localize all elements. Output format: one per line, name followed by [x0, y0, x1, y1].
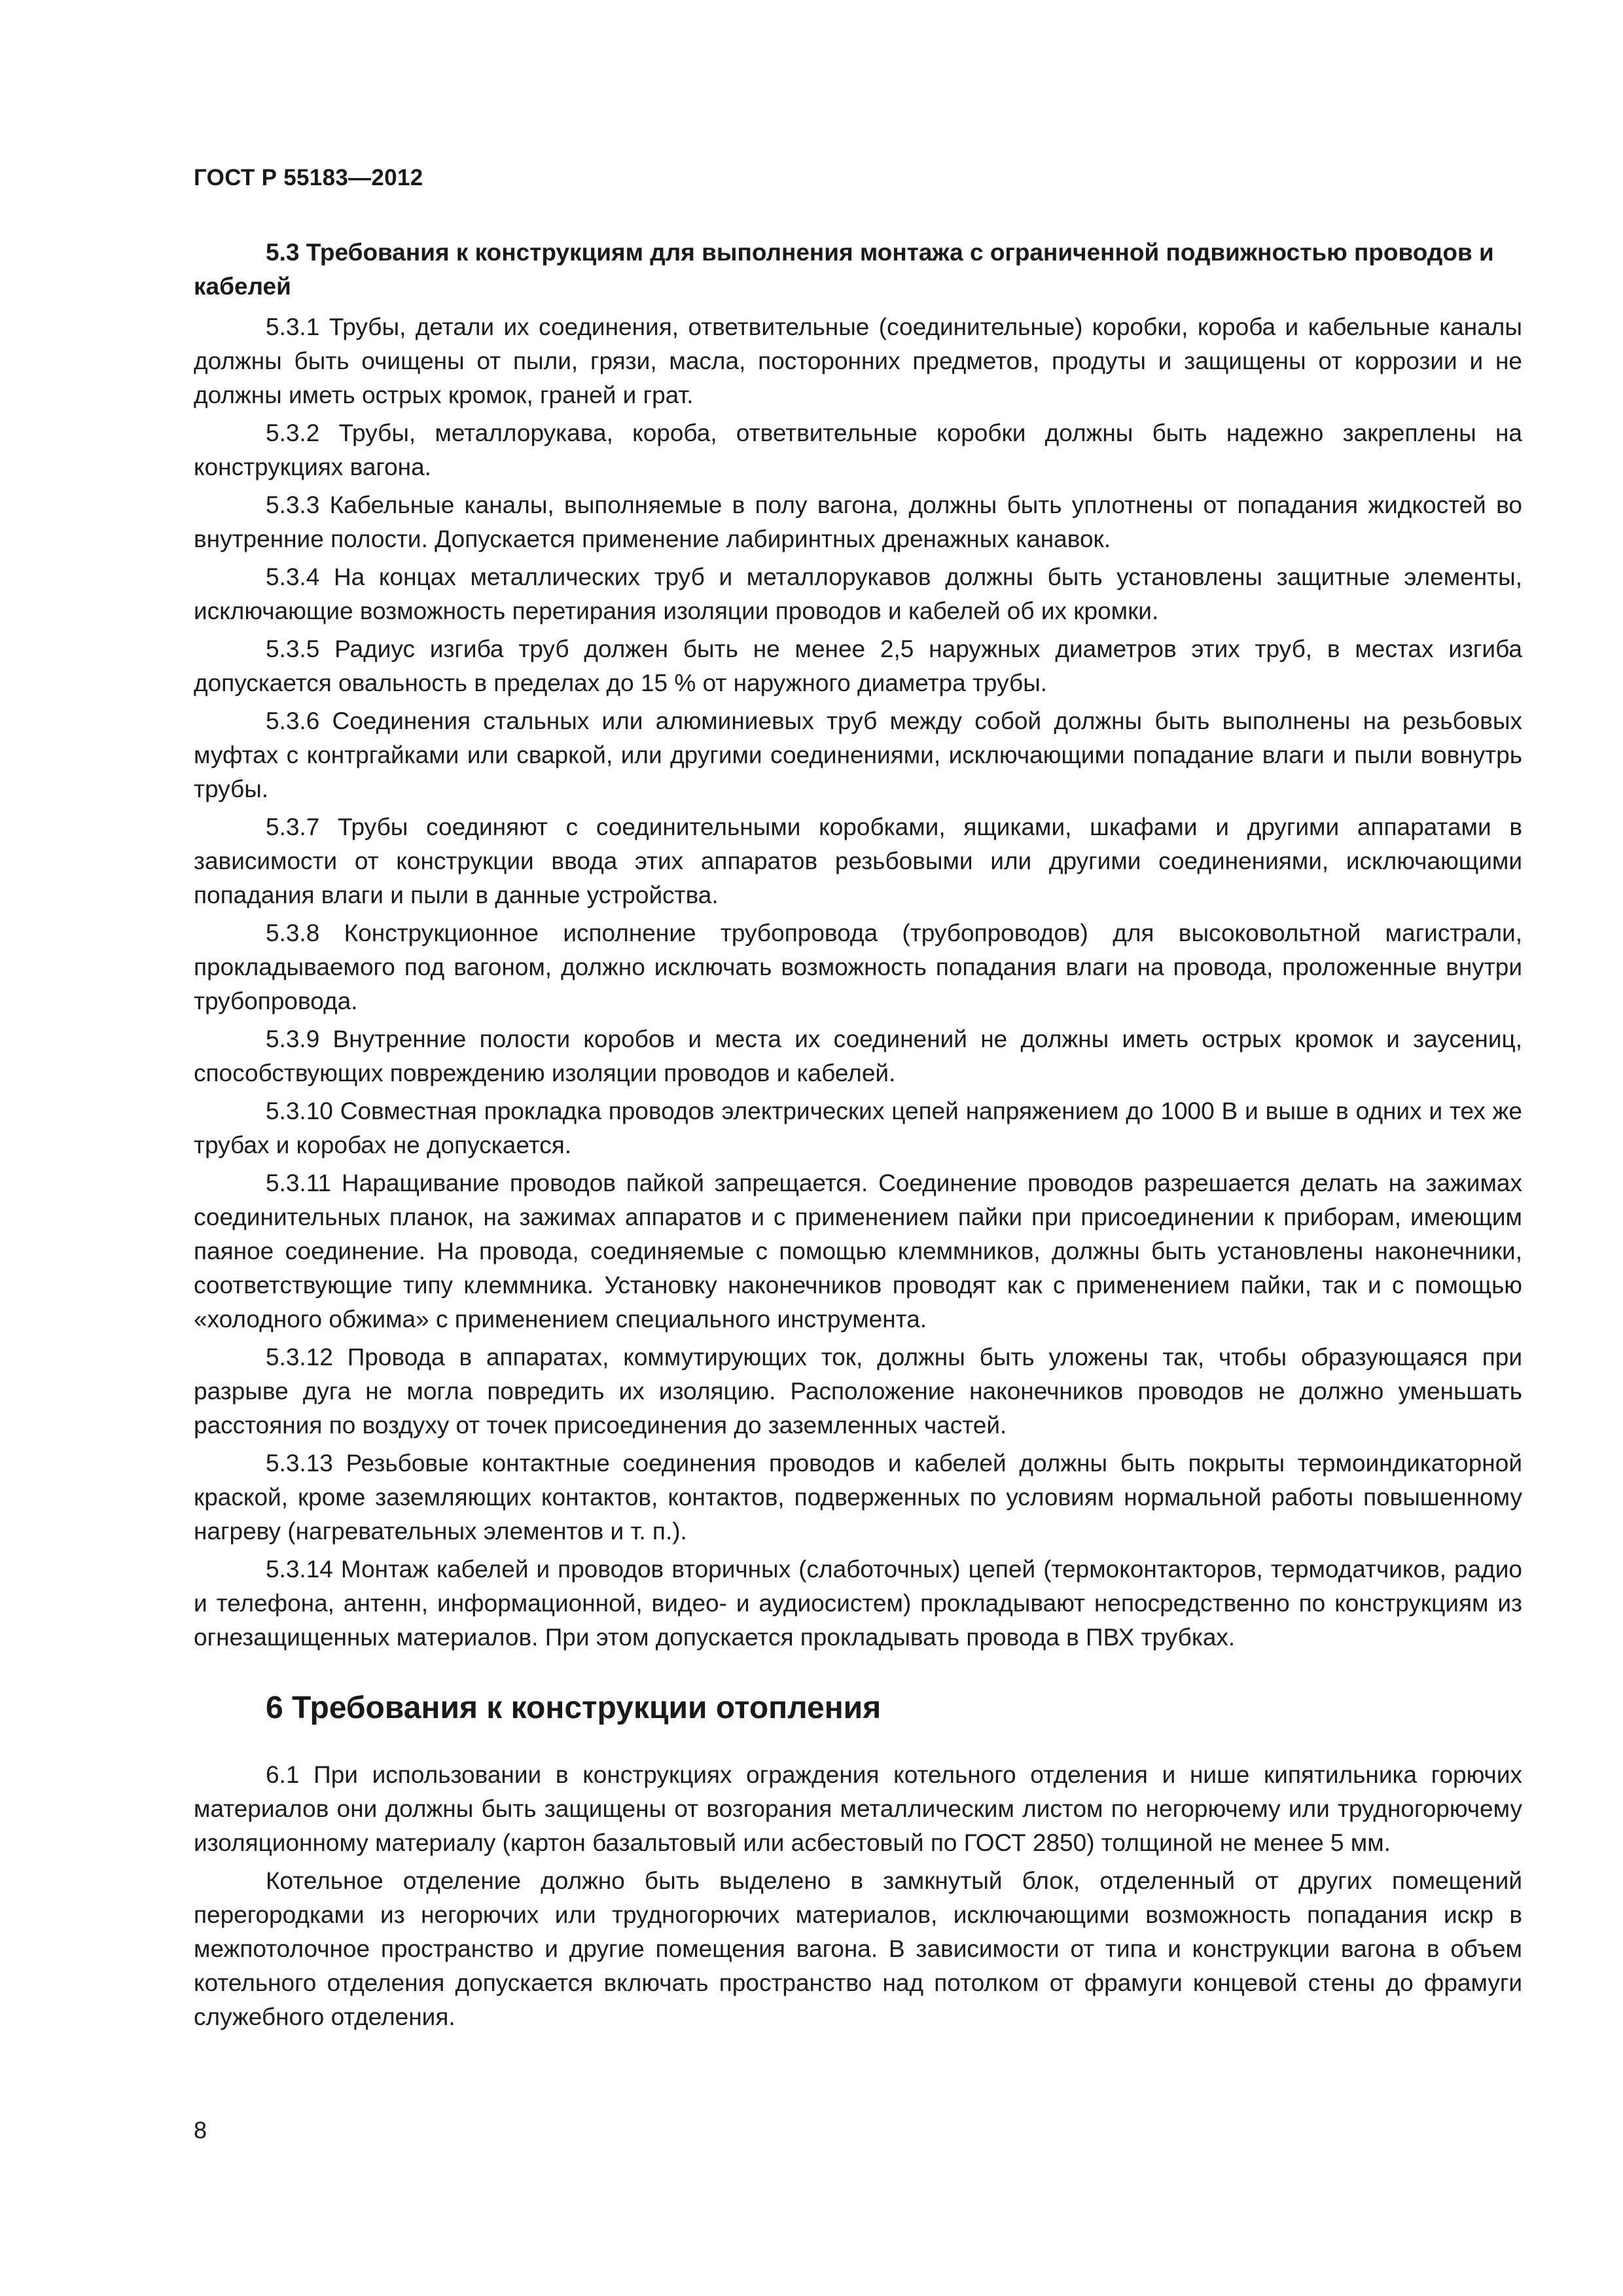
paragraph-5-3-13: 5.3.13 Резьбовые контактные соединения проводов и кабелей должны быть покрыты термоиндикаторной краской, кроме заземляющих контактов, контактов, подверженных по условиям нормальной работы повышенному нагреву (нагревательных элементов и т. п.).: [194, 1450, 1522, 1545]
subsection-title-5-3: 5.3 Требования к конструкциям для выполнения монтажа с ограниченной подвижностью проводов и кабелей: [194, 239, 1494, 300]
paragraph-5-3-10: 5.3.10 Совместная прокладка проводов электрических цепей напряжением до 1000 В и выше в одних и тех же трубах и коробах не допускается.: [194, 1098, 1522, 1158]
paragraph-5-3-4: 5.3.4 На концах металлических труб и металлорукавов должны быть установлены защитные элементы, исключающие возможность перетирания изоляции проводов и кабелей об их кромки.: [194, 564, 1522, 624]
document-header: ГОСТ Р 55183—2012: [194, 165, 423, 190]
page-number: 8: [194, 2117, 207, 2144]
paragraph-5-3-11: 5.3.11 Наращивание проводов пайкой запрещается. Соединение проводов разрешается делать на зажимах соединительных планок, на зажимах аппаратов и с применением пайки при присоединении к приборам, имеющим паяное соединение. На провода, соединяемые с помощью клеммников, должны быть установлены наконечники, соответствующие типу клеммника. Установку наконечников проводят как с применением пайки, так и с помощью «холодного обжима» с применением специального инструмента.: [194, 1170, 1522, 1333]
paragraph-5-3-3: 5.3.3 Кабельные каналы, выполняемые в полу вагона, должны быть уплотнены от попадания жидкостей во внутренние полости. Допускается применение лабиринтных дренажных канавок.: [194, 492, 1522, 552]
paragraph-5-3-9: 5.3.9 Внутренние полости коробов и места их соединений не должны иметь острых кромок и заусениц, способствующих повреждению изоляции проводов и кабелей.: [194, 1026, 1522, 1086]
page-content: [194, 236, 1522, 2038]
paragraph-5-3-7: 5.3.7 Трубы соединяют с соединительными коробками, ящиками, шкафами и другими аппаратами в зависимости от конструкции ввода этих аппаратов резьбовыми или другими соединениями, исключающими попадания влаги и пыли в данные устройства.: [194, 814, 1522, 908]
paragraph-5-3-6: 5.3.6 Соединения стальных или алюминиевых труб между собой должны быть выполнены на резьбовых муфтах с контргайками или сваркой, или другими соединениями, исключающими попадание влаги и пыли вовнутрь трубы.: [194, 708, 1522, 802]
paragraph-5-3-5: 5.3.5 Радиус изгиба труб должен быть не менее 2,5 наружных диаметров этих труб, в местах изгиба допускается овальность в пределах до 15 % от наружного диаметра трубы.: [194, 636, 1522, 696]
paragraph-5-3-14: 5.3.14 Монтаж кабелей и проводов вторичных (слаботочных) цепей (термоконтакторов, термодатчиков, радио и телефона, антенн, информационной, видео- и аудиосистем) прокладывают непосредственно по конструкциям из огнезащищенных материалов. При этом допускается прокладывать провода в ПВХ трубках.: [194, 1556, 1522, 1651]
paragraph-6-1: 6.1 При использовании в конструкциях ограждения котельного отделения и нише кипятильника горючих материалов они должны быть защищены от возгорания металлическим листом по негорючему или трудногорючему изоляционному материалу (картон базальтовый или асбестовый по ГОСТ 2850) толщиной не менее 5 мм.: [194, 1761, 1522, 1856]
paragraph-5-3-1: 5.3.1 Трубы, детали их соединения, ответвительные (соединительные) коробки, короба и кабельные каналы должны быть очищены от пыли, грязи, масла, посторонних предметов, продуты и защищены от коррозии и не должны иметь острых кромок, граней и грат.: [194, 314, 1522, 408]
paragraph-5-3-2: 5.3.2 Трубы, металлорукава, короба, ответвительные коробки должны быть надежно закреплены на конструкциях вагона.: [194, 420, 1522, 480]
section-title-6: 6 Требования к конструкции отопления: [266, 1691, 882, 1725]
paragraph-5-3-12: 5.3.12 Провода в аппаратах, коммутирующих ток, должны быть уложены так, чтобы образующаяся при разрыве дуга не могла повредить их изоляцию. Расположение наконечников проводов не должно уменьшать расстояния по воздуху от точек присоединения до заземленных частей.: [194, 1344, 1522, 1439]
paragraph-6-1-continued: Котельное отделение должно быть выделено в замкнутый блок, отделенный от других помещений перегородками из негорючих или трудногорючих материалов, исключающими возможность попадания искр в межпотолочное пространство и другие помещения вагона. В зависимости от типа и конструкции вагона в объем котельного отделения допускается включать пространство над потолком от фрамуги концевой стены до фрамуги служебного отделения.: [194, 1867, 1522, 2030]
paragraph-5-3-8: 5.3.8 Конструкционное исполнение трубопровода (трубопроводов) для высоковольтной магистрали, прокладываемого под вагоном, должно исключать возможность попадания влаги на провода, проложенные внутри трубопровода.: [194, 920, 1522, 1014]
